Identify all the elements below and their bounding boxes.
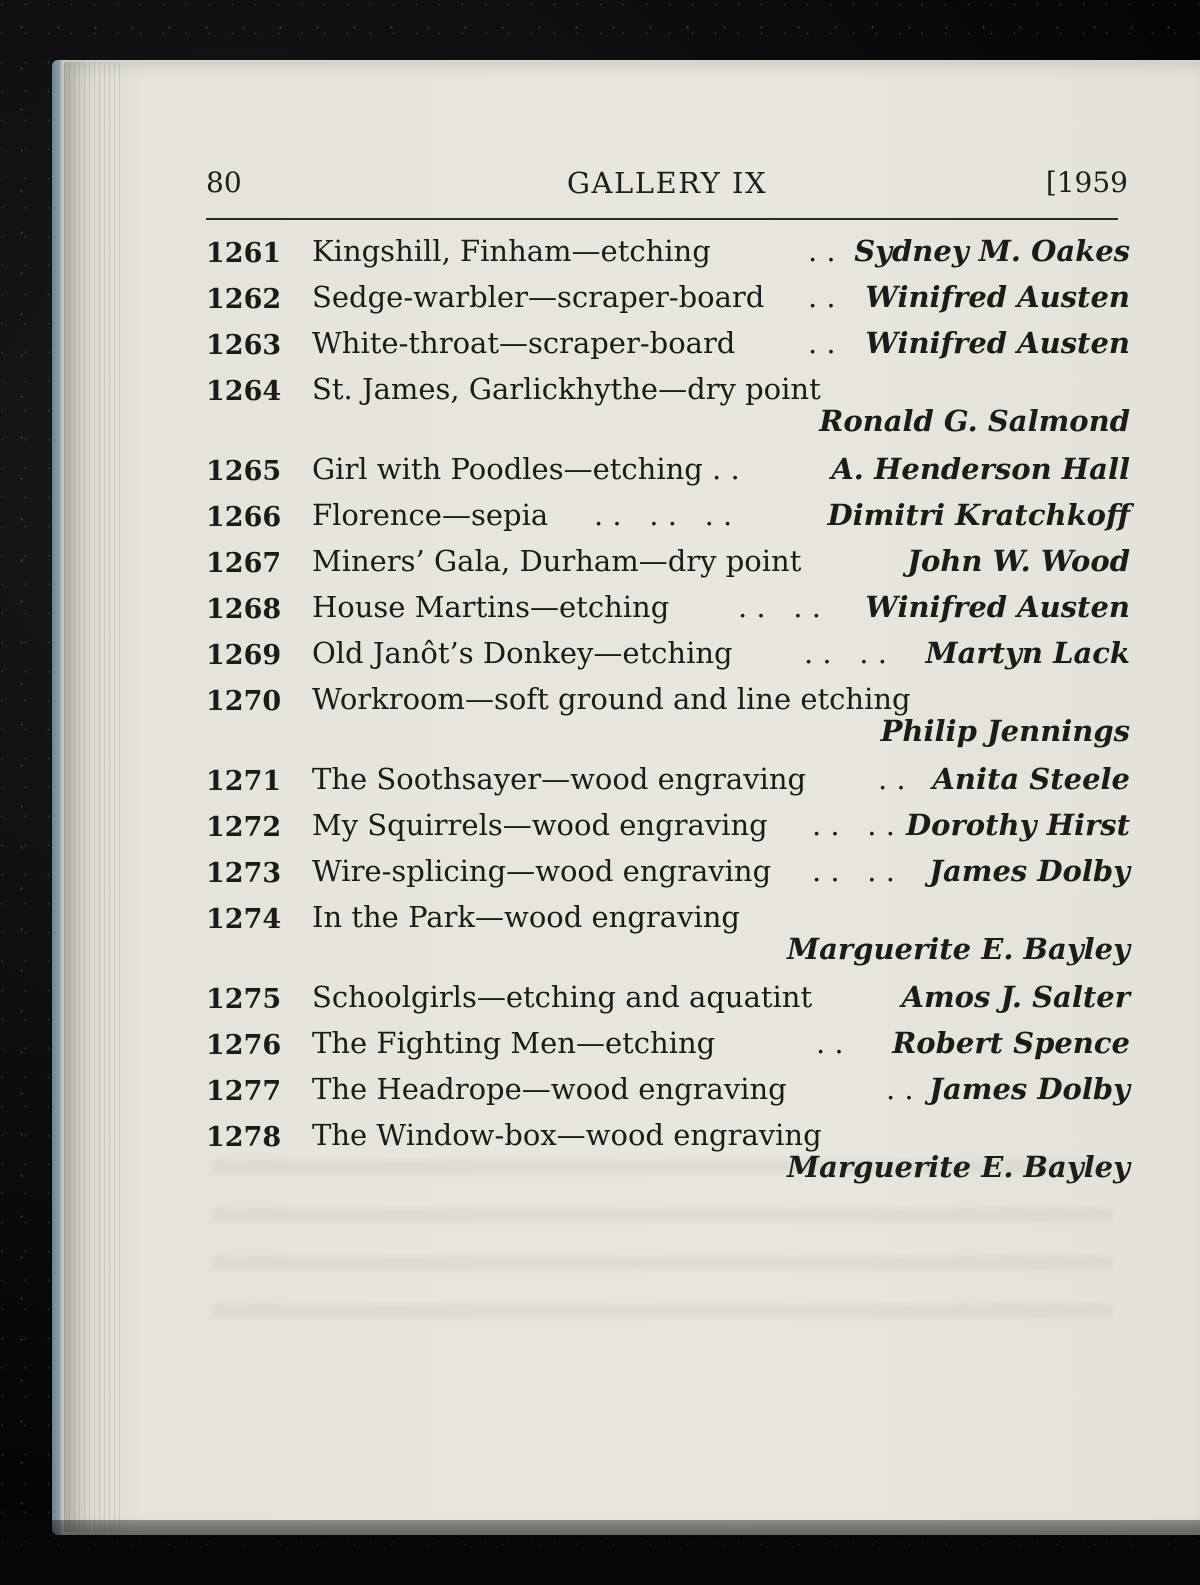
entry-leader: . . <box>808 234 836 268</box>
entry-leader: . . . . <box>804 636 887 670</box>
running-title: GALLERY IX <box>566 166 768 200</box>
entry-artist: Marguerite E. Bayley <box>787 932 1130 966</box>
catalogue-entry <box>206 542 1130 588</box>
entry-leader: . . <box>808 280 836 314</box>
entry-title: My Squirrels—wood engraving <box>312 808 768 842</box>
entry-title: Workroom—soft ground and line etching <box>312 682 911 716</box>
catalogue-entry <box>206 680 1130 760</box>
entry-artist: James Dolby <box>929 854 1130 888</box>
catalogue-entry <box>206 1024 1130 1070</box>
catalogue-entry <box>206 496 1130 542</box>
entry-artist: Winifred Austen <box>865 326 1130 360</box>
entry-number: 1272 <box>206 812 282 843</box>
entry-number: 1269 <box>206 640 282 671</box>
entry-leader: . . <box>808 326 836 360</box>
entry-title: Wire-splicing—wood engraving <box>312 854 772 888</box>
entry-artist: Philip Jennings <box>880 714 1130 748</box>
entry-number: 1264 <box>206 376 282 407</box>
entry-title: Girl with Poodles—etching . . <box>312 452 740 486</box>
entry-title: Schoolgirls—etching and aquatint <box>312 980 813 1014</box>
entry-artist: Robert Spence <box>892 1026 1130 1060</box>
entry-artist: John W. Wood <box>907 544 1130 578</box>
entry-title: Miners’ Gala, Durham—dry point <box>312 544 802 578</box>
entry-title: Florence—sepia <box>312 498 549 532</box>
entry-title: The Fighting Men—etching <box>312 1026 716 1060</box>
entry-number: 1274 <box>206 904 282 935</box>
entry-title: St. James, Garlickhythe—dry point <box>312 372 821 406</box>
catalogue-entry <box>206 978 1130 1024</box>
entry-leader: . . <box>816 1026 844 1060</box>
entry-number: 1273 <box>206 858 282 889</box>
entry-artist: A. Henderson Hall <box>831 452 1130 486</box>
catalogue-entry <box>206 588 1130 634</box>
entry-title: The Headrope—wood engraving <box>312 1072 787 1106</box>
catalogue-entry <box>206 324 1130 370</box>
catalogue-entry <box>206 450 1130 496</box>
entry-number: 1278 <box>206 1122 282 1153</box>
entry-number: 1270 <box>206 686 282 717</box>
bottom-shadow <box>0 1520 1200 1585</box>
entry-artist: Dorothy Hirst <box>906 808 1130 842</box>
entry-title: The Soothsayer—wood engraving <box>312 762 807 796</box>
entry-artist: Martyn Lack <box>925 636 1130 670</box>
entry-number: 1277 <box>206 1076 282 1107</box>
catalogue-entry <box>206 806 1130 852</box>
catalogue-entry <box>206 1070 1130 1116</box>
entry-title: White-throat—scraper-board <box>312 326 736 360</box>
entry-leader: . . . . . . <box>594 498 733 532</box>
entry-artist: Amos J. Salter <box>901 980 1130 1014</box>
header-rule <box>206 218 1118 220</box>
entry-title: House Martins—etching <box>312 590 670 624</box>
entry-artist: James Dolby <box>929 1072 1130 1106</box>
catalogue-entry <box>206 760 1130 806</box>
page-number: 80 <box>206 166 242 199</box>
entry-leader: . . <box>878 762 906 796</box>
entry-leader: . . . . <box>738 590 821 624</box>
page-header <box>206 166 1128 206</box>
catalogue-entry <box>206 370 1130 450</box>
catalogue-entry <box>206 278 1130 324</box>
entry-number: 1262 <box>206 284 282 315</box>
entry-leader: . . . . <box>812 854 895 888</box>
entry-number: 1265 <box>206 456 282 487</box>
entry-artist: Dimitri Kratchkoff <box>827 498 1130 532</box>
entry-number: 1275 <box>206 984 282 1015</box>
entry-title: The Window-box—wood engraving <box>312 1118 822 1152</box>
entry-artist: Ronald G. Salmond <box>819 404 1130 438</box>
entry-number: 1263 <box>206 330 282 361</box>
entry-leader: . . <box>886 1072 914 1106</box>
entry-artist: Sydney M. Oakes <box>854 234 1130 268</box>
catalogue-list <box>206 232 1130 1196</box>
catalogue-entry <box>206 852 1130 898</box>
entry-number: 1266 <box>206 502 282 533</box>
show-through-text <box>212 1160 1112 1320</box>
page-stack-edge <box>64 62 124 1532</box>
entry-number: 1261 <box>206 238 282 269</box>
entry-title: Sedge-warbler—scraper-board <box>312 280 765 314</box>
entry-number: 1267 <box>206 548 282 579</box>
catalogue-entry <box>206 232 1130 278</box>
entry-number: 1268 <box>206 594 282 625</box>
entry-title: Old Janôt’s Donkey—etching <box>312 636 733 670</box>
entry-title: In the Park—wood engraving <box>312 900 740 934</box>
entry-artist: Anita Steele <box>932 762 1130 796</box>
entry-artist: Winifred Austen <box>865 280 1130 314</box>
catalogue-entry <box>206 898 1130 978</box>
year-label: [1959 <box>1045 166 1128 199</box>
entry-leader: . . . . <box>812 808 895 842</box>
entry-number: 1271 <box>206 766 282 797</box>
entry-artist: Marguerite E. Bayley <box>787 1150 1130 1184</box>
entry-number: 1276 <box>206 1030 282 1061</box>
catalogue-entry <box>206 634 1130 680</box>
entry-title: Kingshill, Finham—etching <box>312 234 711 268</box>
entry-artist: Winifred Austen <box>865 590 1130 624</box>
